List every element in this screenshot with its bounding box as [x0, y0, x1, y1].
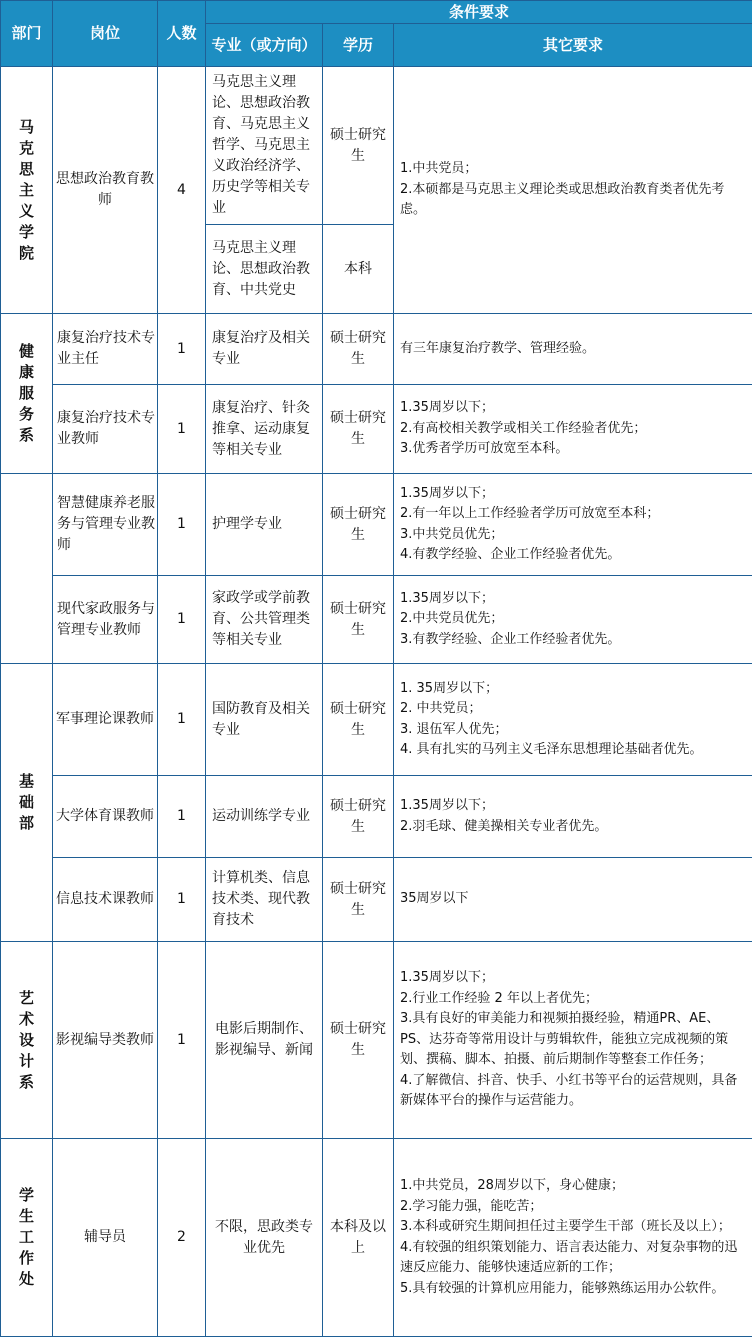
requirement-line: 2.中共党员优先；: [400, 609, 748, 630]
count-cell: 1: [158, 576, 206, 664]
requirements-cell: [394, 942, 752, 1139]
requirement-line: 35周岁以下: [400, 889, 748, 910]
requirement-line: 2.有高校相关教学或相关工作经验者优先；: [400, 419, 748, 440]
requirement-line: 1. 35周岁以下；: [400, 679, 748, 700]
major-cell: 康复治疗、针灸推拿、运动康复等相关专业: [206, 385, 323, 474]
position-cell: 现代家政服务与管理专业教师: [53, 576, 158, 664]
requirements-cell: [394, 664, 752, 776]
dept-cell: 健康服务系: [1, 314, 53, 474]
table-row: [1, 776, 752, 858]
degree-cell: 硕士研究生: [323, 664, 394, 776]
dept-cell: 马克思主义学院: [1, 67, 53, 314]
requirement-line: 4.有教学经验、企业工作经验者优先。: [400, 545, 748, 566]
header-count: 人数: [158, 1, 206, 67]
count-cell: 1: [158, 664, 206, 776]
position-cell: 军事理论课教师: [53, 664, 158, 776]
requirements-cell: [394, 1139, 752, 1337]
requirement-line: 1.35周岁以下；: [400, 968, 748, 989]
requirements-cell: [394, 314, 752, 385]
major-cell: 马克思主义理论、思想政治教育、中共党史: [206, 225, 323, 314]
requirement-line: 4.有较强的组织策划能力、语言表达能力、对复杂事物的迅速反应能力、能够快速适应新的工作；: [400, 1238, 748, 1279]
table-row: [1, 314, 752, 385]
degree-cell: 硕士研究生: [323, 776, 394, 858]
requirement-line: 1.中共党员，28周岁以下，身心健康；: [400, 1176, 748, 1197]
requirement-line: 1.35周岁以下；: [400, 796, 748, 817]
count-cell: 2: [158, 1139, 206, 1337]
table-row: [1, 385, 752, 474]
requirement-line: 1.35周岁以下；: [400, 589, 748, 610]
requirements-cell: [394, 385, 752, 474]
dept-cell: 基础部: [1, 664, 53, 942]
table-row: [1, 576, 752, 664]
major-cell: 不限，思政类专业优先: [206, 1139, 323, 1337]
major-cell: 护理学专业: [206, 474, 323, 576]
table-row: [1, 474, 752, 576]
requirement-line: 3.有教学经验、企业工作经验者优先。: [400, 630, 748, 651]
position-cell: 信息技术课教师: [53, 858, 158, 942]
requirements-cell: [394, 474, 752, 576]
position-cell: 康复治疗技术专业教师: [53, 385, 158, 474]
position-cell: 智慧健康养老服务与管理专业教师: [53, 474, 158, 576]
requirement-line: 2.有一年以上工作经验者学历可放宽至本科；: [400, 504, 748, 525]
header-major: 专业（或方向）: [206, 24, 323, 67]
degree-cell: 硕士研究生: [323, 576, 394, 664]
count-cell: 1: [158, 776, 206, 858]
requirement-line: 3.中共党员优先；: [400, 525, 748, 546]
dept-cell: 学生工作处: [1, 1139, 53, 1337]
requirement-line: 2.学习能力强，能吃苦；: [400, 1197, 748, 1218]
requirement-line: 3.优秀者学历可放宽至本科。: [400, 439, 748, 460]
requirement-line: 2.行业工作经验 2 年以上者优先；: [400, 989, 748, 1010]
major-cell: 电影后期制作、影视编导、新闻: [206, 942, 323, 1139]
degree-cell: 硕士研究生: [323, 474, 394, 576]
requirement-line: 1.35周岁以下；: [400, 484, 748, 505]
requirement-line: 3. 退伍军人优先；: [400, 720, 748, 741]
header-degree: 学历: [323, 24, 394, 67]
count-cell: 1: [158, 858, 206, 942]
table-row: [1, 942, 752, 1139]
requirement-line: 2.羽毛球、健美操相关专业者优先。: [400, 817, 748, 838]
major-cell: 国防教育及相关专业: [206, 664, 323, 776]
degree-cell: 硕士研究生: [323, 67, 394, 225]
degree-cell: 硕士研究生: [323, 314, 394, 385]
requirement-line: 有三年康复治疗教学、管理经验。: [400, 339, 748, 360]
table-row: [1, 67, 752, 225]
position-cell: 辅导员: [53, 1139, 158, 1337]
major-cell: 计算机类、信息技术类、现代教育技术: [206, 858, 323, 942]
dept-cell: [1, 474, 53, 664]
header-dept: 部门: [1, 1, 53, 67]
requirements-cell: [394, 776, 752, 858]
requirement-line: 3.具有良好的审美能力和视频拍摄经验，精通PR、AE、PS、达芬奇等常用设计与剪辑软件，能独立完成视频的策划、撰稿、脚本、拍摄、前后期制作等整套工作任务；: [400, 1009, 748, 1071]
major-cell: 马克思主义理论、思想政治教育、马克思主义哲学、马克思主义政治经济学、历史学等相关专业: [206, 67, 323, 225]
requirement-line: 1.35周岁以下；: [400, 398, 748, 419]
major-cell: 运动训练学专业: [206, 776, 323, 858]
count-cell: 1: [158, 942, 206, 1139]
degree-cell: 本科及以上: [323, 1139, 394, 1337]
degree-cell: 硕士研究生: [323, 942, 394, 1139]
header-other: 其它要求: [394, 24, 752, 67]
requirements-cell: [394, 67, 752, 314]
requirement-line: 3.本科或研究生期间担任过主要学生干部（班长及以上）；: [400, 1217, 748, 1238]
requirement-line: 4.了解微信、抖音、快手、小红书等平台的运营规则，具备新媒体平台的操作与运营能力。: [400, 1071, 748, 1112]
count-cell: 1: [158, 385, 206, 474]
table-row: [1, 664, 752, 776]
requirement-line: 2. 中共党员；: [400, 699, 748, 720]
table-row: [1, 858, 752, 942]
requirement-line: 5.具有较强的计算机应用能力，能够熟练运用办公软件。: [400, 1279, 748, 1300]
header-conditions: 条件要求: [206, 1, 752, 24]
header-position: 岗位: [53, 1, 158, 67]
requirement-line: 4. 具有扎实的马列主义毛泽东思想理论基础者优先。: [400, 740, 748, 761]
count-cell: 1: [158, 314, 206, 385]
position-cell: 思想政治教育教师: [53, 67, 158, 314]
position-cell: 影视编导类教师: [53, 942, 158, 1139]
requirement-line: 1.中共党员；: [400, 159, 748, 180]
requirements-cell: [394, 576, 752, 664]
degree-cell: 硕士研究生: [323, 858, 394, 942]
major-cell: 康复治疗及相关专业: [206, 314, 323, 385]
position-cell: 大学体育课教师: [53, 776, 158, 858]
count-cell: 1: [158, 474, 206, 576]
requirements-cell: [394, 858, 752, 942]
position-cell: 康复治疗技术专业主任: [53, 314, 158, 385]
dept-cell: 艺术设计系: [1, 942, 53, 1139]
table-row: [1, 1139, 752, 1337]
count-cell: 4: [158, 67, 206, 314]
degree-cell: 硕士研究生: [323, 385, 394, 474]
degree-cell: 本科: [323, 225, 394, 314]
major-cell: 家政学或学前教育、公共管理类等相关专业: [206, 576, 323, 664]
requirement-line: 2.本硕都是马克思主义理论类或思想政治教育类者优先考虑。: [400, 180, 748, 221]
